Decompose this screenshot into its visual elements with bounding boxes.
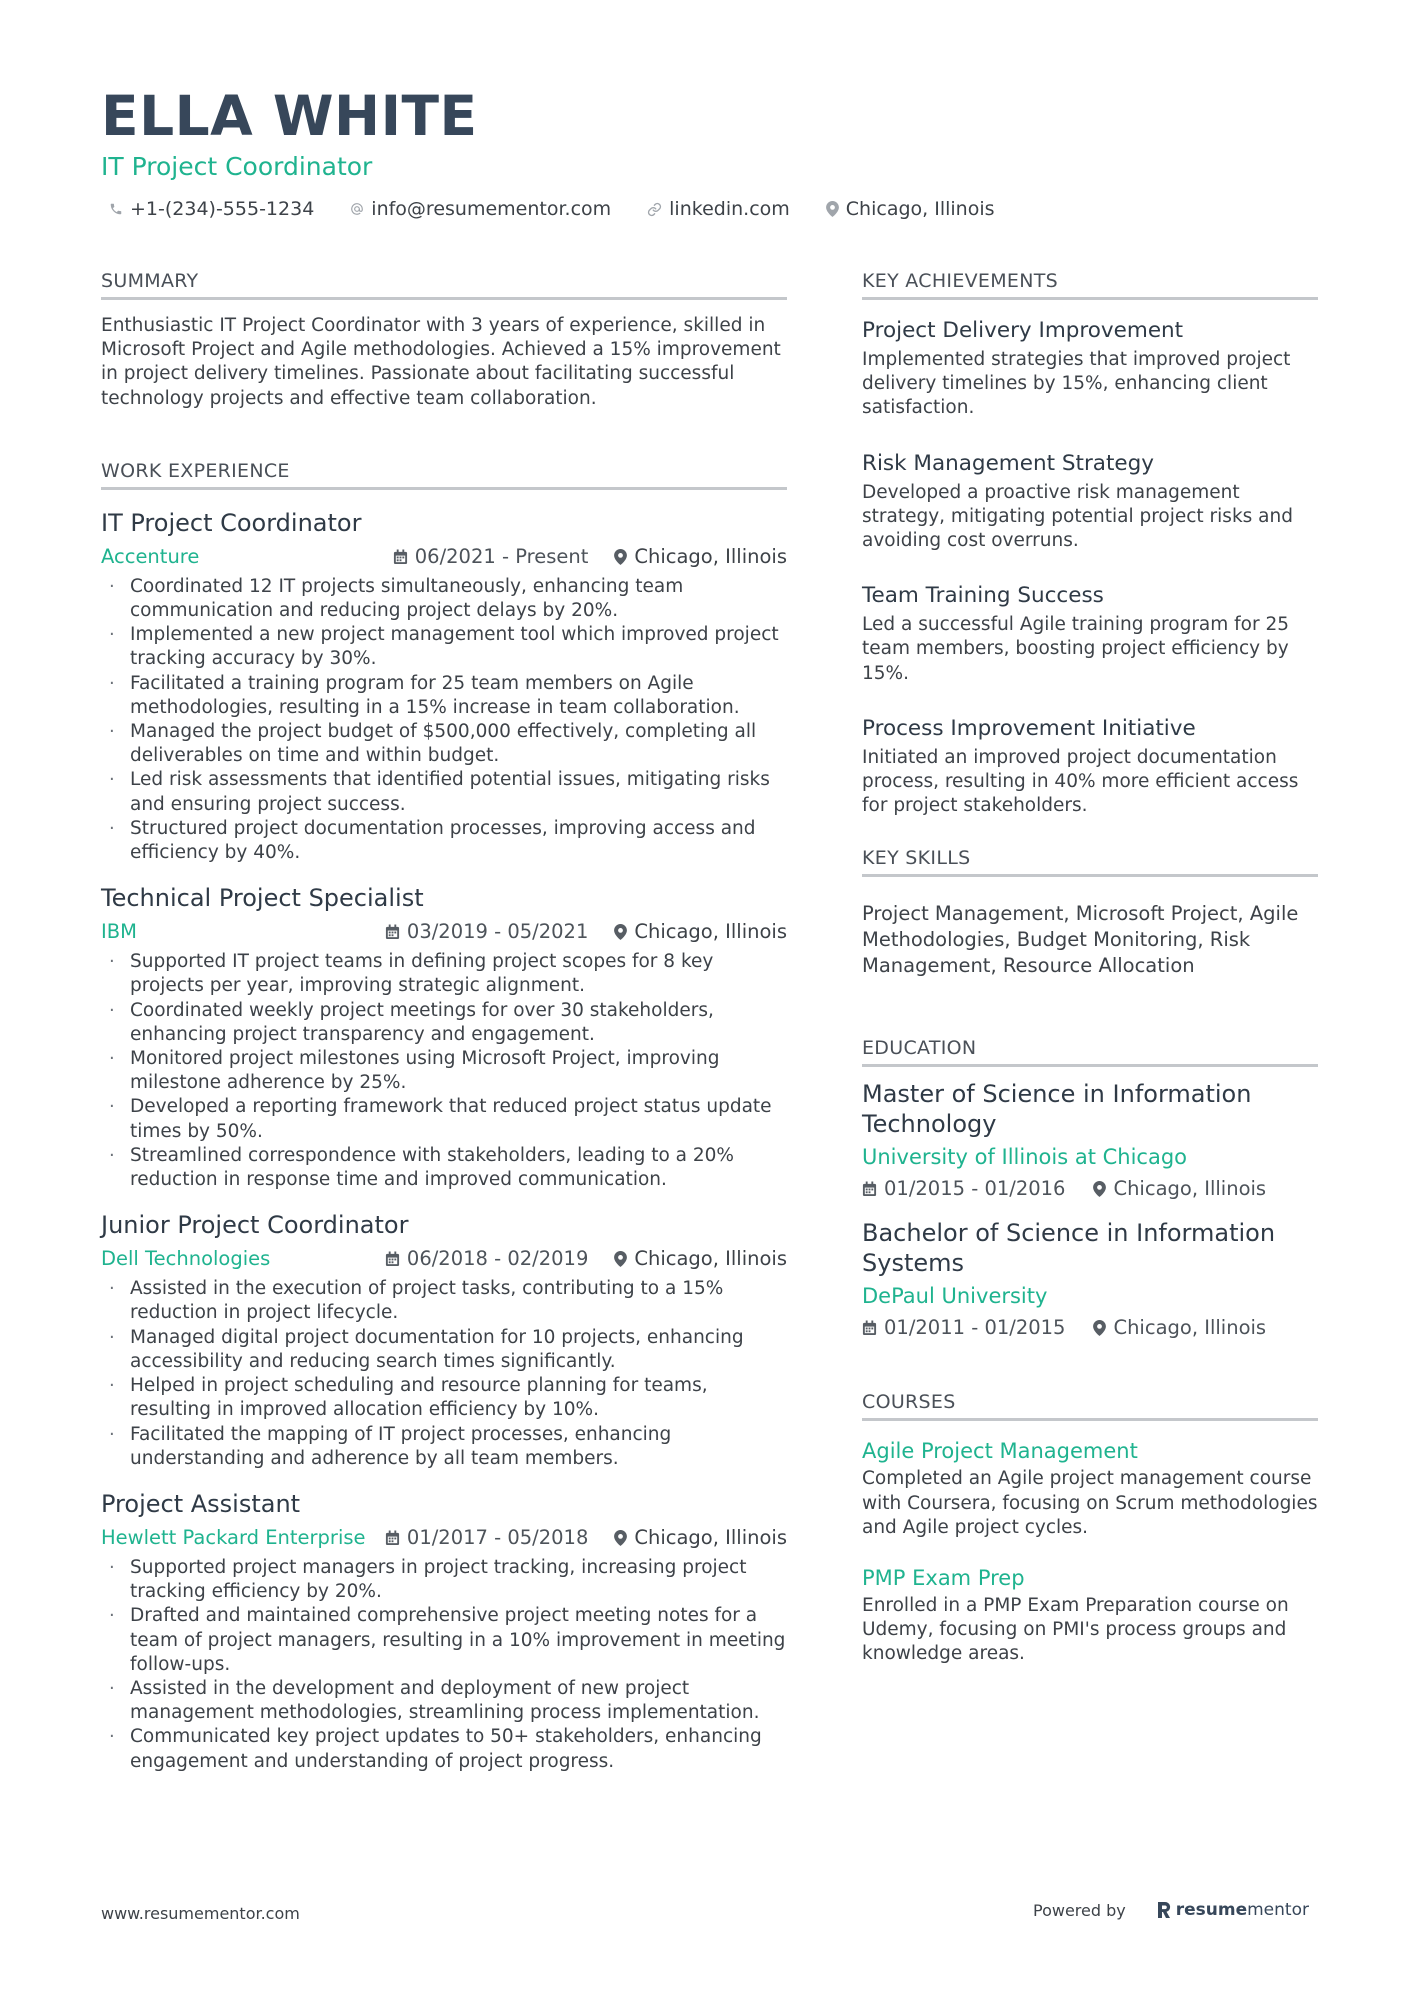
job-title: IT Project Coordinator	[101, 508, 362, 537]
job-dates	[385, 915, 588, 949]
job-dates	[385, 1242, 588, 1276]
job-meta-right	[393, 540, 787, 574]
achievement-item	[862, 447, 1318, 554]
job-bullets	[101, 1556, 787, 1774]
achievement-item	[862, 579, 1318, 686]
degree-title: Bachelor of Science in Information Systems	[862, 1219, 1276, 1278]
calendar-icon	[393, 549, 408, 565]
dates-text: 01/2015 - 01/2016	[884, 1177, 1066, 1201]
education-item	[862, 1218, 1318, 1343]
list-item: · Managed digital project documentation for 10 projects, enhancing accessibility and reducing search times significantly.	[101, 1326, 787, 1374]
company-name: IBM	[101, 920, 137, 944]
list-item: · Coordinated 12 IT projects simultaneously, enhancing team communication and reducing project delays by 20%.	[101, 575, 787, 623]
resumementor-logo-icon	[1156, 1900, 1172, 1920]
achievement-title: Team Training Success	[862, 583, 1104, 609]
course-title: Agile Project Management	[862, 1439, 1138, 1464]
location-text: Chicago, Illinois	[634, 920, 787, 944]
brand-bold-text: resume	[1175, 1900, 1248, 1920]
job-location	[614, 540, 787, 574]
list-item: · Coordinated weekly project meetings for over 30 stakeholders, enhancing project transparency and engagement.	[101, 999, 787, 1047]
location-pin-icon	[1093, 1181, 1106, 1197]
list-item: · Assisted in the development and deployment of new project management methodologies, streamlining process implementation.	[101, 1677, 787, 1725]
contact-email[interactable]	[342, 194, 611, 224]
phone-text: +1-(234)-555-1234	[130, 198, 315, 220]
list-item: · Helped in project scheduling and resource planning for teams, resulting in improved allocation efficiency by 10%.	[101, 1374, 787, 1422]
job-location	[614, 915, 787, 949]
linkedin-text: linkedin.com	[669, 198, 790, 220]
achievement-title: Risk Management Strategy	[862, 450, 1154, 476]
at-icon	[350, 202, 364, 216]
skills-text: Project Management, Microsoft Project, Agile Methodologies, Budget Monitoring, Risk Management, Resource Allocation	[862, 902, 1299, 978]
link-icon	[647, 202, 662, 217]
job-meta	[101, 1242, 787, 1276]
footer-website[interactable]: www.resumementor.com	[101, 1904, 300, 1923]
location-text: Chicago, Illinois	[634, 1247, 787, 1271]
list-item: · Developed a reporting framework that reduced project status update times by 50%.	[101, 1095, 787, 1143]
job-entry	[101, 881, 787, 1192]
job-dates	[393, 540, 589, 574]
location-pin-icon	[826, 201, 839, 217]
job-title: Junior Project Coordinator	[101, 1211, 409, 1240]
skills-section	[862, 843, 1318, 979]
location-text: Chicago, Illinois	[1113, 1316, 1267, 1340]
job-entry	[101, 1487, 787, 1774]
powered-by-label: Powered by	[1033, 1900, 1126, 1920]
achievements-heading: KEY ACHIEVEMENTS	[862, 266, 1318, 300]
job-meta	[101, 540, 787, 574]
company-name: Dell Technologies	[101, 1247, 271, 1271]
course-desc: Completed an Agile project management course with Coursera, focusing on Scrum methodologies and Agile project cycles.	[862, 1468, 1318, 1538]
achievements-section	[862, 266, 1318, 818]
list-item: · Streamlined correspondence with stakeholders, leading to a 20% reduction in response time and improved communication.	[101, 1144, 787, 1192]
job-bullets	[101, 575, 787, 865]
dates-text: 03/2019 - 05/2021	[406, 920, 589, 944]
list-item: · Implemented a new project management tool which improved project tracking accuracy by 30%.	[101, 623, 787, 671]
school-name: DePaul University	[862, 1284, 1048, 1309]
location-pin-icon	[1093, 1320, 1106, 1336]
list-item: · Communicated key project updates to 50+ stakeholders, enhancing engagement and understanding of project progress.	[101, 1725, 787, 1773]
education-meta	[862, 1174, 1318, 1204]
resume-header	[101, 82, 1321, 224]
job-meta-right	[385, 915, 787, 949]
list-item: · Drafted and maintained comprehensive project meeting notes for a team of project managers, resulting in a 10% improvement in meeting follow-ups.	[101, 1604, 787, 1677]
job-title: Technical Project Specialist	[101, 884, 424, 913]
list-item: · Facilitated the mapping of IT project processes, enhancing understanding and adherence by all team members.	[101, 1423, 787, 1471]
location-pin-icon	[614, 549, 627, 565]
company-name: Hewlett Packard Enterprise	[101, 1525, 366, 1549]
course-item	[862, 1435, 1318, 1540]
location-text: Chicago, Illinois	[1113, 1177, 1267, 1201]
right-column	[862, 266, 1318, 1689]
contact-bar	[101, 194, 1321, 224]
calendar-icon	[385, 1251, 400, 1267]
job-title: Project Assistant	[101, 1489, 301, 1518]
job-bullets	[101, 1277, 787, 1471]
education-location	[1093, 1174, 1266, 1204]
skills-heading: KEY SKILLS	[862, 843, 1318, 877]
job-entry	[101, 506, 787, 865]
education-dates	[862, 1313, 1065, 1343]
calendar-icon	[862, 1320, 877, 1336]
dates-text: 01/2017 - 05/2018	[406, 1525, 589, 1549]
job-location	[614, 1242, 787, 1276]
list-item: · Assisted in the execution of project tasks, contributing to a 15% reduction in project lifecycle.	[101, 1277, 787, 1325]
location-pin-icon	[614, 1530, 627, 1546]
course-item	[862, 1562, 1318, 1667]
location-text: Chicago, Illinois	[634, 544, 787, 568]
courses-heading: COURSES	[862, 1387, 1318, 1421]
candidate-name: ELLA WHITE	[101, 84, 478, 148]
contact-phone[interactable]	[101, 194, 314, 224]
summary-section	[101, 266, 787, 411]
school-name: University of Illinois at Chicago	[862, 1145, 1188, 1170]
left-column	[101, 266, 787, 1774]
job-location	[614, 1521, 787, 1555]
job-bullets	[101, 950, 787, 1192]
achievement-title: Project Delivery Improvement	[862, 318, 1184, 343]
course-desc: Enrolled in a PMP Exam Preparation course on Udemy, focusing on PMI's process groups and knowledge areas.	[862, 1595, 1289, 1665]
summary-text: Enthusiastic IT Project Coordinator with 3 years of experience, skilled in Microsoft Project and Agile methodologies. Achieved a 15% improvement in project delivery timelines. Passionate about facilitating successful technology projects and effective team collaboration.	[101, 315, 781, 409]
achievement-desc: Led a successful Agile training program for 25 team members, boosting project efficiency by 15%.	[862, 614, 1290, 684]
job-dates	[385, 1521, 588, 1555]
achievement-title: Process Improvement Initiative	[862, 715, 1196, 741]
education-section	[862, 1033, 1318, 1343]
location-text: Chicago, Illinois	[634, 1525, 787, 1549]
education-item	[862, 1079, 1318, 1204]
courses-section	[862, 1387, 1318, 1666]
brand-light-text: mentor	[1247, 1900, 1309, 1920]
contact-location	[818, 194, 995, 224]
achievement-item	[862, 712, 1318, 819]
work-experience-section	[101, 456, 787, 1774]
dates-text: 06/2018 - 02/2019	[406, 1247, 589, 1271]
education-dates	[862, 1174, 1065, 1204]
dates-text: 06/2021 - Present	[414, 544, 589, 568]
list-item: · Led risk assessments that identified potential issues, mitigating risks and ensuring project success.	[101, 768, 787, 816]
location-pin-icon	[614, 924, 627, 940]
course-title: PMP Exam Prep	[862, 1566, 1025, 1591]
list-item: · Supported IT project teams in defining project scopes for 8 key projects per year, improving strategic alignment.	[101, 950, 787, 998]
contact-linkedin[interactable]	[639, 194, 790, 224]
company-name: Accenture	[101, 544, 200, 568]
candidate-role: IT Project Coordinator	[101, 152, 373, 181]
list-item: · Supported project managers in project tracking, increasing project tracking efficiency by 20%.	[101, 1556, 787, 1604]
achievement-desc: Developed a proactive risk management strategy, mitigating potential project risks and avoiding cost overruns.	[862, 481, 1293, 552]
list-item: · Monitored project milestones using Microsoft Project, improving milestone adherence by 25%.	[101, 1047, 787, 1095]
job-entry	[101, 1208, 787, 1471]
summary-heading: SUMMARY	[101, 266, 787, 300]
phone-icon	[109, 202, 123, 216]
education-meta	[862, 1313, 1318, 1343]
dates-text: 01/2011 - 01/2015	[884, 1316, 1066, 1340]
achievement-desc: Implemented strategies that improved project delivery timelines by 15%, enhancing client satisfaction.	[862, 349, 1291, 419]
calendar-icon	[385, 924, 400, 940]
job-meta-right	[385, 1521, 787, 1555]
location-text: Chicago, Illinois	[845, 198, 995, 220]
education-heading: EDUCATION	[862, 1033, 1318, 1067]
education-location	[1093, 1313, 1266, 1343]
list-item: · Structured project documentation processes, improving access and efficiency by 40%.	[101, 817, 787, 865]
job-meta-right	[385, 1242, 787, 1276]
degree-title: Master of Science in Information Technology	[862, 1080, 1252, 1139]
work-experience-heading: WORK EXPERIENCE	[101, 456, 787, 490]
job-meta	[101, 915, 787, 949]
location-pin-icon	[614, 1251, 627, 1267]
email-text: info@resumementor.com	[371, 198, 612, 220]
calendar-icon	[862, 1181, 877, 1197]
achievement-desc: Initiated an improved project documentation process, resulting in 40% more efficient access for project stakeholders.	[862, 746, 1299, 817]
list-item: · Managed the project budget of $500,000 effectively, completing all deliverables on time and within budget.	[101, 720, 787, 768]
job-meta	[101, 1521, 787, 1555]
brand-logo[interactable]	[1156, 1900, 1309, 1920]
calendar-icon	[385, 1530, 400, 1546]
list-item: · Facilitated a training program for 25 team members on Agile methodologies, resulting in a 15% increase in team collaboration.	[101, 672, 787, 720]
achievement-item	[862, 314, 1318, 421]
footer-powered-by	[1033, 1900, 1309, 1920]
